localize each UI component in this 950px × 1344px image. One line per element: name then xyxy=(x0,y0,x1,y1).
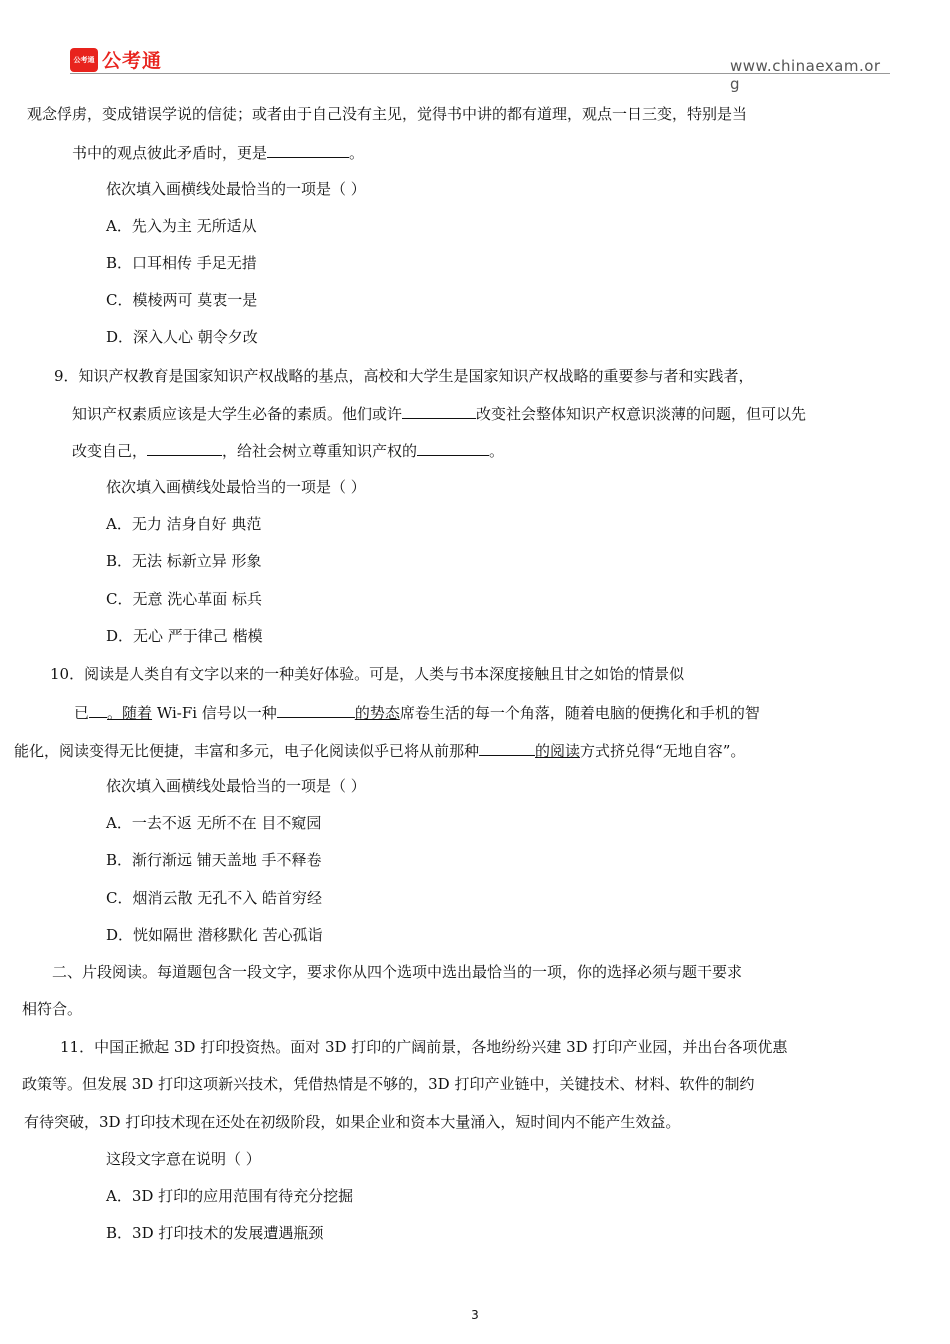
q9-option-d: D．无心 严于律己 楷模 xyxy=(106,627,263,645)
q11-option-b: B．3D 打印技术的发展遭遇瓶颈 xyxy=(106,1224,324,1242)
q11-prompt: 这段文字意在说明（ ） xyxy=(106,1150,261,1168)
q9-line1: 9．知识产权教育是国家知识产权战略的基点，高校和大学生是国家知识产权战略的重要参与者和实践者， xyxy=(54,367,754,385)
q8-text: 书中的观点彼此矛盾时，更是 xyxy=(72,144,268,162)
page-header xyxy=(0,0,950,93)
q9-line2 xyxy=(72,403,806,424)
q10-option-b: B．渐行渐远 铺天盖地 手不释卷 xyxy=(106,851,322,869)
q8-option-c: C．模棱两可 莫衷一是 xyxy=(106,291,258,309)
q11-line3: 有待突破，3D 打印技术现在还处在初级阶段，如果企业和资本大量涌入，短时间内不能产生效益。 xyxy=(24,1113,681,1131)
section2-heading-cont: 相符合。 xyxy=(22,1000,83,1018)
q9-option-c: C．无意 洗心革面 标兵 xyxy=(106,590,263,608)
q11-option-a: A．3D 打印的应用范围有待充分挖掘 xyxy=(106,1187,354,1205)
q11-line2: 政策等。但发展 3D 打印这项新兴技术，凭借热情是不够的，3D 打印产业链中，关键技术、材料、软件的制约 xyxy=(22,1075,755,1093)
section2-heading: 二、片段阅读。每道题包含一段文字，要求你从四个选项中选出最恰当的一项，你的选择必须与题干要求 xyxy=(52,963,743,981)
q9-text: 知识产权素质应该是大学生必备的素质。他们或许 xyxy=(72,405,403,423)
q10-prompt: 依次填入画横线处最恰当的一项是（ ） xyxy=(106,777,366,795)
blank xyxy=(277,702,355,718)
q9-text: 改变自己， xyxy=(72,442,148,460)
q10-text: 已 xyxy=(74,704,90,722)
blank xyxy=(147,440,222,456)
q8-option-d: D．深入人心 朝令夕改 xyxy=(106,328,258,346)
q9-text: ，给社会树立尊重知识产权的 xyxy=(222,442,418,460)
q9-option-a: A．无力 洁身自好 典范 xyxy=(106,515,262,533)
q8-text-end: 。 xyxy=(349,144,365,162)
q9-text: 改变社会整体知识产权意识淡薄的问题，但可以先 xyxy=(476,405,807,423)
q10-text: Wi-Fi 信号以一种 xyxy=(156,704,277,722)
blank xyxy=(267,142,349,158)
blank xyxy=(402,403,476,419)
q8-prompt: 依次填入画横线处最恰当的一项是（ ） xyxy=(106,180,366,198)
blank xyxy=(89,702,107,718)
q11-line1: 11．中国正掀起 3D 打印投资热。面对 3D 打印的广阔前景，各地纷纷兴建 3D 打印产业园，并出台各项优惠 xyxy=(60,1038,788,1056)
q10-line3 xyxy=(14,740,745,761)
q10-text: 的阅读 xyxy=(535,742,581,760)
q8-continuation-line1: 观念俘虏，变成错误学说的信徒；或者由于自己没有主见，觉得书中讲的都有道理，观点一日三变，特别是当 xyxy=(27,105,748,123)
q10-text: 的势态 xyxy=(354,704,400,722)
q9-option-b: B．无法 标新立异 形象 xyxy=(106,552,262,570)
q10-line1: 10．阅读是人类自有文字以来的一种美好体验。可是，人类与书本深度接触且甘之如饴的情景似 xyxy=(50,665,685,683)
q9-text: 。 xyxy=(489,442,505,460)
logo xyxy=(70,46,162,73)
q8-continuation-line2 xyxy=(72,142,364,163)
q10-option-a: A．一去不返 无所不在 目不窥园 xyxy=(106,814,322,832)
q10-option-c: C．烟消云散 无孔不入 皓首穷经 xyxy=(106,889,323,907)
page-number: 3 xyxy=(471,1308,479,1322)
q9-prompt: 依次填入画横线处最恰当的一项是（ ） xyxy=(106,478,366,496)
site-url: www.chinaexam.org xyxy=(730,57,881,93)
q8-option-a: A．先入为主 无所适从 xyxy=(106,217,257,235)
q10-line2 xyxy=(74,702,760,723)
q9-line3 xyxy=(72,440,504,461)
q10-text: 。随着 xyxy=(107,704,153,722)
logo-badge: 公考通 xyxy=(70,48,98,72)
logo-text: 公考通 xyxy=(102,50,163,72)
q10-option-d: D．恍如隔世 潜移默化 苦心孤诣 xyxy=(106,926,323,944)
q10-text: 能化，阅读变得无比便捷，丰富和多元，电子化阅读似乎已将从前那种 xyxy=(14,742,480,760)
blank xyxy=(417,440,489,456)
q10-text: 方式挤兑得“无地自容”。 xyxy=(580,742,746,760)
q8-option-b: B．口耳相传 手足无措 xyxy=(106,254,257,272)
blank xyxy=(479,740,535,756)
q10-text: 席卷生活的每一个角落，随着电脑的便携化和手机的智 xyxy=(399,704,760,722)
